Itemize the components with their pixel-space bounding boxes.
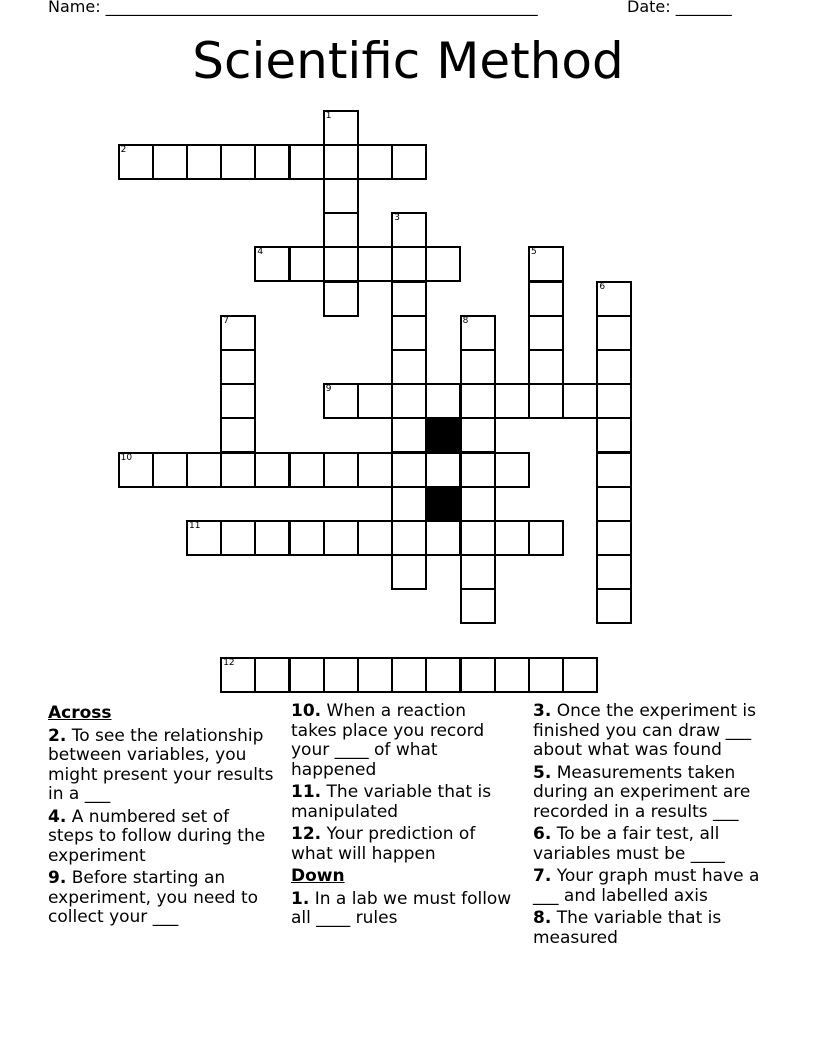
clue-number: 3.	[533, 701, 552, 721]
crossword-cell[interactable]	[494, 520, 530, 556]
crossword-cell[interactable]	[220, 417, 256, 453]
clue-down-6	[533, 825, 771, 864]
crossword-cell[interactable]	[562, 383, 598, 419]
crossword-cell[interactable]	[460, 383, 496, 419]
crossword-cell[interactable]	[596, 486, 632, 522]
crossword-cell[interactable]	[220, 315, 256, 351]
crossword-cell[interactable]	[562, 657, 598, 693]
crossword-cell[interactable]	[391, 212, 427, 248]
page-title: Scientific Method	[192, 32, 624, 90]
clue-number-label: 6	[599, 281, 606, 292]
clue-number: 9.	[48, 868, 67, 888]
crossword-cell[interactable]	[528, 349, 564, 385]
crossword-black-cell	[425, 417, 461, 453]
crossword-cell[interactable]	[254, 246, 290, 282]
crossword-cell[interactable]	[596, 452, 632, 488]
clue-across-9	[48, 869, 280, 928]
clue-number-label: 11	[189, 521, 201, 531]
crossword-cell[interactable]	[391, 520, 427, 556]
clue-number: 2.	[48, 725, 67, 746]
crossword-black-cell	[425, 486, 461, 522]
clue-across-4	[48, 808, 280, 867]
crossword-cell[interactable]	[357, 383, 393, 419]
crossword-cell[interactable]	[528, 383, 564, 419]
clue-number: 4.	[48, 806, 67, 827]
crossword-cell[interactable]	[596, 588, 632, 624]
crossword-cell[interactable]	[596, 417, 632, 453]
crossword-cell[interactable]	[425, 452, 461, 488]
clue-text: To see the relationship between variables, you might present your results in a ___	[48, 725, 274, 804]
crossword-cell[interactable]	[357, 452, 393, 488]
clue-number-label: 4	[257, 247, 264, 258]
crossword-cell[interactable]	[289, 144, 325, 180]
clue-across-12	[291, 825, 513, 864]
down-heading: Down	[291, 866, 345, 886]
date-field-label: Date: _______	[627, 0, 732, 16]
crossword-cell[interactable]	[323, 246, 359, 282]
clue-number: 8.	[533, 908, 552, 928]
crossword-cell[interactable]	[528, 657, 564, 693]
crossword-cell[interactable]	[152, 144, 188, 180]
clue-down-5	[533, 764, 771, 823]
crossword-cell[interactable]	[460, 486, 496, 522]
crossword-cell[interactable]	[460, 657, 496, 693]
crossword-cell[interactable]	[289, 452, 325, 488]
clue-text: The variable that is measured	[533, 908, 722, 948]
crossword-cell[interactable]	[323, 520, 359, 556]
crossword-cell[interactable]	[357, 520, 393, 556]
clue-number: 5.	[533, 762, 552, 783]
clue-text: In a lab we must follow all ____ rules	[291, 888, 512, 928]
clue-text: Once the experiment is finished you can draw ___ about what was found	[533, 701, 756, 760]
clue-text: A numbered set of steps to follow during the experiment	[48, 806, 266, 866]
crossword-cell[interactable]	[357, 144, 393, 180]
crossword-cell[interactable]	[323, 178, 359, 214]
clue-number-label: 9	[325, 384, 332, 395]
crossword-cell[interactable]	[289, 246, 325, 282]
clue-number: 7.	[533, 866, 552, 886]
crossword-cell[interactable]	[323, 110, 359, 146]
clue-text: Before starting an experiment, you need to collect your ___	[48, 868, 259, 927]
crossword-cell[interactable]	[391, 349, 427, 385]
crossword-cell[interactable]	[528, 520, 564, 556]
clue-across-10	[291, 702, 513, 780]
clue-across-11	[291, 783, 513, 822]
clue-text: Measurements taken during an experiment are recorded in a results ___	[533, 762, 751, 822]
crossword-cell[interactable]	[596, 349, 632, 385]
crossword-cell[interactable]	[357, 657, 393, 693]
clue-down-8	[533, 909, 771, 948]
crossword-cell[interactable]	[323, 144, 359, 180]
clue-number-label: 5	[531, 247, 537, 258]
crossword-cell[interactable]	[596, 315, 632, 351]
crossword-cell[interactable]	[254, 452, 290, 488]
crossword-cell[interactable]	[425, 383, 461, 419]
clue-number: 10.	[291, 701, 322, 721]
clue-text: To be a fair test, all variables must be ____	[533, 824, 725, 864]
crossword-cell[interactable]	[596, 554, 632, 590]
crossword-cell[interactable]	[391, 281, 427, 317]
crossword-cell[interactable]	[254, 144, 290, 180]
crossword-cell[interactable]	[391, 383, 427, 419]
crossword-cell[interactable]	[460, 588, 496, 624]
crossword-cell[interactable]	[323, 657, 359, 693]
clue-number: 11.	[291, 782, 322, 802]
clue-text: Your graph must have a ___ and labelled axis	[533, 866, 760, 906]
crossword-cell[interactable]	[186, 144, 222, 180]
clue-number-label: 8	[462, 315, 469, 326]
clue-number-label: 12	[223, 657, 235, 668]
clue-text: The variable that is manipulated	[291, 782, 492, 822]
crossword-cell[interactable]	[391, 417, 427, 453]
crossword-cell[interactable]	[391, 315, 427, 351]
clue-number-label: 1	[325, 110, 332, 121]
crossword-cell[interactable]	[460, 554, 496, 590]
crossword-cell[interactable]	[323, 383, 359, 419]
crossword-cell[interactable]	[357, 246, 393, 282]
crossword-cell[interactable]	[323, 212, 359, 248]
crossword-cell[interactable]	[289, 657, 325, 693]
crossword-cell[interactable]	[186, 452, 222, 488]
crossword-cell[interactable]	[528, 315, 564, 351]
crossword-cell[interactable]	[460, 349, 496, 385]
crossword-cell[interactable]	[528, 246, 564, 282]
crossword-cell[interactable]	[596, 281, 632, 317]
clue-down-1	[291, 890, 513, 929]
crossword-cell[interactable]	[220, 452, 256, 488]
crossword-cell[interactable]	[289, 520, 325, 556]
crossword-cell[interactable]	[220, 520, 256, 556]
clues-column-2	[291, 702, 513, 932]
crossword-cell[interactable]	[460, 452, 496, 488]
crossword-cell[interactable]	[460, 417, 496, 453]
crossword-cell[interactable]	[152, 452, 188, 488]
clue-number-label: 2	[120, 144, 127, 155]
crossword-cell[interactable]	[494, 657, 530, 693]
crossword-cell[interactable]	[391, 246, 427, 282]
clue-text: Your prediction of what will happen	[291, 824, 476, 864]
crossword-cell[interactable]	[391, 486, 427, 522]
clues-column-3	[533, 702, 771, 951]
crossword-cell[interactable]	[186, 520, 222, 556]
name-field-label: Name: ______________________________________________________	[48, 0, 538, 16]
crossword-cell[interactable]	[220, 657, 256, 693]
clue-down-7	[533, 867, 771, 906]
clue-text: When a reaction takes place you record your ____ of what happened	[291, 701, 485, 780]
crossword-cell[interactable]	[118, 144, 154, 180]
clue-across-2	[48, 727, 280, 805]
crossword-cell[interactable]	[596, 383, 632, 419]
crossword-cell[interactable]	[391, 452, 427, 488]
crossword-cell[interactable]	[254, 657, 290, 693]
crossword-cell[interactable]	[220, 349, 256, 385]
clue-number-label: 3	[394, 213, 400, 224]
clue-down-3	[533, 702, 771, 761]
clue-number: 1.	[291, 888, 310, 909]
crossword-cell[interactable]	[494, 383, 530, 419]
crossword-cell[interactable]	[220, 144, 256, 180]
crossword-cell[interactable]	[323, 281, 359, 317]
crossword-cell[interactable]	[391, 554, 427, 590]
clue-number: 6.	[533, 824, 552, 844]
crossword-cell[interactable]	[494, 452, 530, 488]
crossword-cell[interactable]	[425, 246, 461, 282]
crossword-cell[interactable]	[425, 657, 461, 693]
crossword-cell[interactable]	[391, 144, 427, 180]
crossword-cell[interactable]	[323, 452, 359, 488]
crossword-cell[interactable]	[220, 383, 256, 419]
crossword-cell[interactable]	[528, 281, 564, 317]
clue-number: 12.	[291, 824, 322, 844]
clue-number-label: 10	[120, 452, 133, 463]
crossword-cell[interactable]	[118, 452, 154, 488]
crossword-cell[interactable]	[425, 520, 461, 556]
crossword-cell[interactable]	[596, 520, 632, 556]
crossword-cell[interactable]	[460, 315, 496, 351]
crossword-cell[interactable]	[391, 657, 427, 693]
clues-column-1	[48, 702, 280, 931]
crossword-cell[interactable]	[254, 520, 290, 556]
crossword-cell[interactable]	[460, 520, 496, 556]
clue-number-label: 7	[223, 315, 229, 326]
across-heading: Across	[48, 703, 112, 723]
